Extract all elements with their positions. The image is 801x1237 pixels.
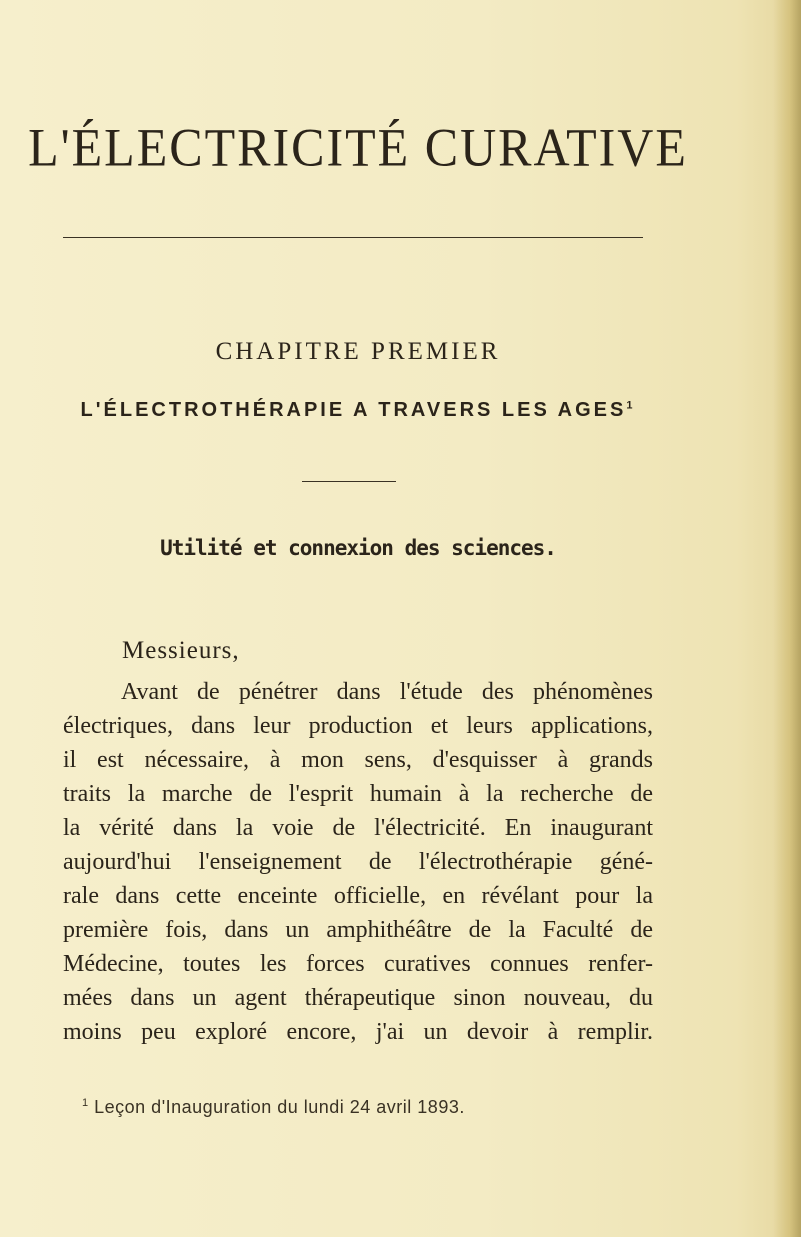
- paragraph-line: rale dans cette enceinte officielle, en révélant pour la: [63, 883, 653, 909]
- paragraph-line: Avant de pénétrer dans l'étude des phénomènes: [121, 679, 653, 705]
- footnote-text: Leçon d'Inauguration du lundi 24 avril 1893.: [94, 1097, 465, 1117]
- paragraph-line: la vérité dans la voie de l'électricité. En inaugurant: [63, 815, 653, 841]
- section-divider: [302, 481, 396, 482]
- chapter-heading: CHAPITRE PREMIER: [215, 338, 501, 365]
- paragraph-line: aujourd'hui l'enseignement de l'électrothérapie géné-: [63, 849, 653, 875]
- body-paragraph: [63, 675, 653, 1049]
- footnote: [82, 1097, 465, 1118]
- paragraph-line: traits la marche de l'esprit humain à la recherche de: [63, 781, 653, 807]
- paragraph-line: mées dans un agent thérapeutique sinon nouveau, du: [63, 985, 653, 1011]
- page-title: L'ÉLECTRICITÉ CURATIVE: [28, 116, 688, 178]
- paragraph-line: Médecine, toutes les forces curatives connues renfer-: [63, 951, 653, 977]
- section-heading: Utilité et connexion des sciences.: [160, 536, 556, 560]
- page-edge-shading: [773, 0, 801, 1237]
- chapter-subtitle: [0, 399, 716, 422]
- title-divider: [63, 237, 643, 238]
- paragraph-line: il est nécessaire, à mon sens, d'esquisser à grands: [63, 747, 653, 773]
- chapter-subtitle-text: L'ÉLECTROTHÉRAPIE A TRAVERS LES AGES: [80, 399, 627, 421]
- salutation: Messieurs,: [122, 637, 240, 664]
- footnote-marker: 1: [82, 1097, 89, 1109]
- paragraph-line: électriques, dans leur production et leurs applications,: [63, 713, 653, 739]
- footnote-reference: 1: [626, 399, 636, 412]
- paragraph-line: première fois, dans un amphithéâtre de la Faculté de: [63, 917, 653, 943]
- paragraph-line: moins peu exploré encore, j'ai un devoir à remplir.: [63, 1019, 653, 1045]
